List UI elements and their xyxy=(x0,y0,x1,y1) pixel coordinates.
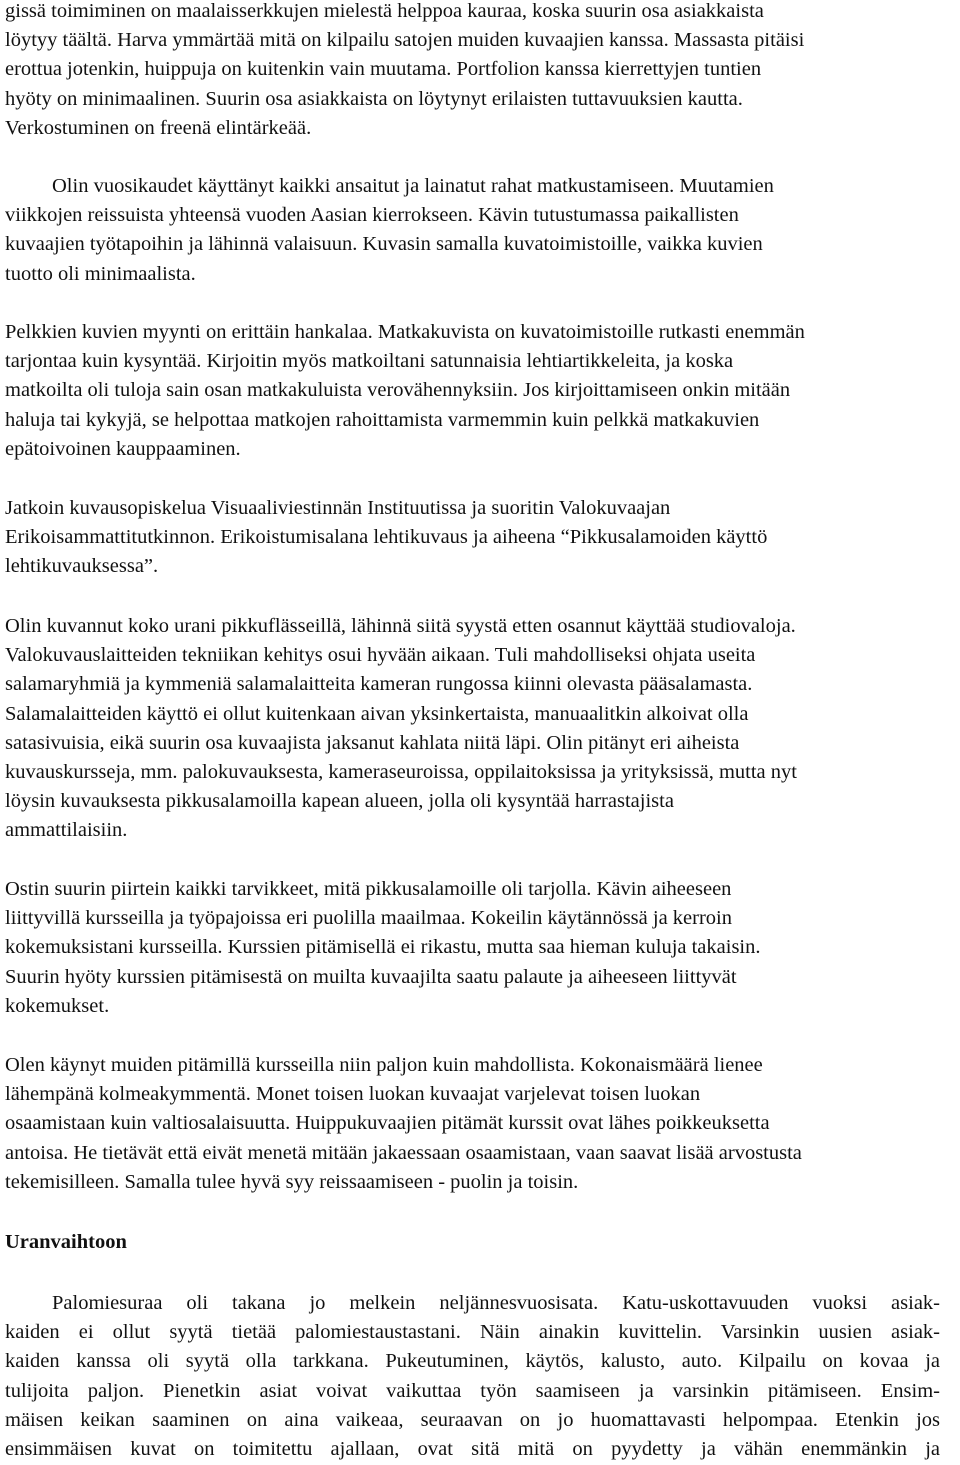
text-line: matkoilta oli tuloja sain osan matkakuluista verovähennyksiin. Jos kirjoittamiseen onkin mitään xyxy=(5,379,791,402)
text-line: kaiden kanssa oli syytä olla tarkkana. Pukeutuminen, käytös, kalusto, auto. Kilpailu on kovaa ja xyxy=(5,1350,940,1373)
text-line: Olin kuvannut koko urani pikkuflässeillä, lähinnä siitä syystä etten osannut käyttää studiovaloja. xyxy=(5,615,796,637)
text-line: tarjontaa kuin kysyntää. Kirjoitin myös matkoiltani satunnaisia lehtiartikkeleita, ja koska xyxy=(5,350,734,373)
text-line: erottua jotenkin, huippuja on kuitenkin vain muutama. Portfolion kanssa kierrettyjen tuntien xyxy=(5,58,762,81)
text-line: lähempänä kolmeakymmentä. Monet toisen luokan kuvaajat varjelevat toisen luokan xyxy=(5,1083,701,1106)
text-line: Salamalaitteiden käyttö ei ollut kuitenkaan aivan yksinkertaista, manuaalitkin alkoivat olla xyxy=(5,702,749,725)
text-line: osaamistaan kuin valtiosalaisuutta. Huippukuvaajien pitämät kurssit ovat lähes poikkeuksetta xyxy=(5,1112,770,1135)
text-line: Olen käynyt muiden pitämillä kursseilla niin paljon kuin mahdollista. Kokonaismäärä lienee xyxy=(5,1054,763,1076)
text-line: epätoivoinen kauppaaminen. xyxy=(5,437,241,460)
text-line: tuotto oli minimaalista. xyxy=(5,262,196,285)
paragraph-flash-photography xyxy=(5,612,955,846)
text-line: haluja tai kykyjä, se helpottaa matkojen rahoittamista varmemmin kuin pelkkä matkakuvien xyxy=(5,408,760,431)
paragraph-education xyxy=(5,494,955,582)
text-line: kaiden ei ollut syytä tietää palomiestaustastani. Näin ainakin kuvittelin. Varsinkin uusien asiak- xyxy=(5,1321,940,1344)
paragraph-photo-sales xyxy=(5,318,955,464)
text-line: ammattilaisiin. xyxy=(5,819,128,842)
text-line: Suurin hyöty kurssien pitämisestä on muilta kuvaajilta saatu palaute ja aiheeseen liittyvät xyxy=(5,965,737,988)
text-line: salamaryhmiä ja kymmeniä salamalaitteita kameran rungossa kiinni olevasta pääsalamasta. xyxy=(5,673,753,696)
text-line: satasivuisia, eikä suurin osa kuvaajista jaksanut kahlata niitä läpi. Olin pitänyt eri aiheista xyxy=(5,731,740,754)
text-line: Olin vuosikaudet käyttänyt kaikki ansaitut ja lainatut rahat matkustamiseen. Muutamien xyxy=(52,175,774,197)
text-line: Pelkkien kuvien myynti on erittäin hankalaa. Matkakuvista on kuvatoimistoille rutkasti enemmän xyxy=(5,321,805,343)
paragraph-freelance-networking xyxy=(5,0,955,143)
text-line: tekemisilleen. Samalla tulee hyvä syy reissaamiseen - puolin ja toisin. xyxy=(5,1170,579,1193)
text-line: kuvauskursseja, mm. palokuvauksesta, kameraseuroissa, oppilaitoksissa ja yrityksissä, mutta nyt xyxy=(5,761,797,784)
text-line: ensimmäisen kuvat on toimitettu ajallaan, ovat sitä mitä on pyydetty ja vähän enemmänkin ja xyxy=(5,1438,940,1461)
text-line: kokemuksistani kursseilla. Kurssien pitämisellä ei rikastu, mutta saa hieman kuluja takaisin. xyxy=(5,936,761,959)
text-line: hyöty on minimaalinen. Suurin osa asiakkaista on löytynyt erilaisten tuttavuuksien kautta. xyxy=(5,87,743,110)
text-line: antoisa. He tietävät että eivät menetä mitään jakaessaan osaamistaan, vaan saavat lisää arvostusta xyxy=(5,1141,802,1164)
text-line: tulijoita paljon. Pienetkin asiat voivat vaikuttaa työn saamiseen ja varsinkin pitämiseen. Ensim- xyxy=(5,1379,940,1402)
section-heading: Uranvaihtoon xyxy=(5,1231,127,1253)
text-line: lehtikuvauksessa”. xyxy=(5,555,159,578)
text-line: Palomiesuraa oli takana jo melkein neljännesvuosisata. Katu-uskottavuuden vuoksi asiak- xyxy=(52,1292,940,1314)
text-line: Verkostuminen on freenä elintärkeää. xyxy=(5,116,312,139)
text-line: liittyvillä kursseilla ja työpajoissa eri puolilla maailmaa. Kokeilin käytännössä ja kerroin xyxy=(5,907,732,930)
text-line: Ostin suurin piirtein kaikki tarvikkeet, mitä pikkusalamoille oli tarjolla. Kävin aiheeseen xyxy=(5,878,732,900)
paragraph-courses xyxy=(5,875,955,1021)
text-line: kuvaajien työtapoihin ja lähinnä valaisuun. Kuvasin samalla kuvatoimistoille, vaikka kuvien xyxy=(5,233,763,256)
paragraph-travel xyxy=(5,172,955,289)
text-line: Valokuvauslaitteiden tekniikan kehitys osui hyvään aikaan. Tuli mahdolliseksi ohjata useita xyxy=(5,644,756,667)
text-line: Jatkoin kuvausopiskelua Visuaaliviestinnän Instituutissa ja suoritin Valokuvaajan xyxy=(5,497,671,519)
paragraph-career-change xyxy=(5,1289,940,1464)
text-line: kokemukset. xyxy=(5,994,110,1017)
paragraph-other-courses xyxy=(5,1051,955,1197)
text-line: löytyy täältä. Harva ymmärtää mitä on kilpailu satojen muiden kuvaajien kanssa. Massasta pitäisi xyxy=(5,29,805,52)
text-line: löysin kuvauksesta pikkusalamoilla kapean alueen, jolla oli kysyntää harrastajista xyxy=(5,790,674,813)
text-line: viikkojen reissuista yhteensä vuoden Aasian kierrokseen. Kävin tutustumassa paikallisten xyxy=(5,204,739,227)
text-line: gissä toimiminen on maalaisserkkujen mielestä helppoa kauraa, koska suurin osa asiakkaista xyxy=(5,0,764,22)
text-line: mäisen keikan saaminen on aina vaikeaa, seuraavan on jo huomattavasti helpompaa. Etenkin jos xyxy=(5,1408,940,1431)
text-line: Erikoisammattitutkinnon. Erikoistumisalana lehtikuvaus ja aiheena “Pikkusalamoiden käyttö xyxy=(5,526,768,549)
